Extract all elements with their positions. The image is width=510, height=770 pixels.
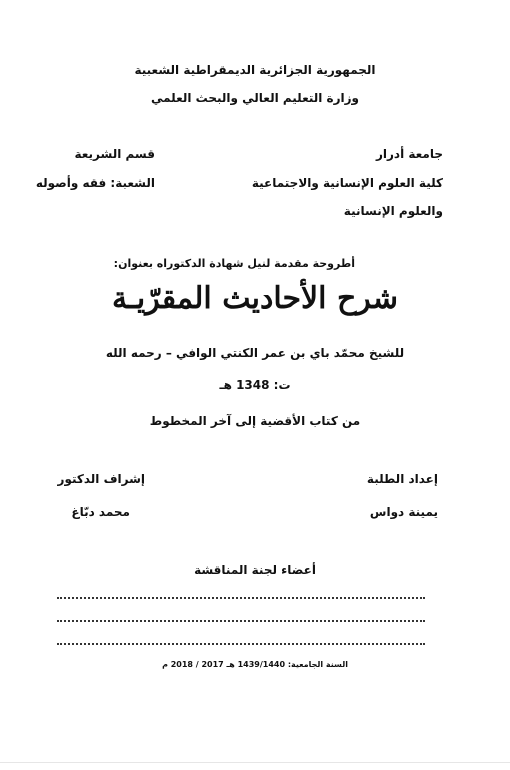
thesis-author: للشيخ محمّد باي بن عمر الكنتي الوافي – رحمه الله — [105, 346, 405, 360]
branch-name: الشعبة: فقه وأصوله — [35, 176, 155, 190]
student-name: يمينة دواس — [369, 505, 438, 519]
committee-member-line — [57, 597, 425, 599]
thesis-intro: أطروحة مقدمة لنيل شهادة الدكتوراه بعنوان: — [113, 257, 355, 270]
page-bottom-edge — [0, 762, 510, 763]
university-name: جامعة أدرار — [375, 147, 443, 161]
committee-member-line — [57, 620, 425, 622]
supervisor-label: إشراف الدكتور — [57, 472, 145, 486]
department-name: قسم الشريعة — [74, 147, 155, 161]
ministry-name: وزارة التعليم العالي والبحث العلمي — [150, 91, 360, 105]
thesis-scope: من كتاب الأقضية إلى آخر المخطوط — [149, 414, 361, 428]
prepared-by-label: إعداد الطلبة — [366, 472, 438, 486]
committee-member-line — [57, 643, 425, 645]
author-death-year: ت: 1348 هـ — [219, 378, 291, 392]
committee-title: أعضاء لجنة المناقشة — [194, 563, 316, 577]
academic-year: السنة الجامعية: 1439/1440 هـ 2017 / 2018 م — [162, 660, 348, 669]
republic-name: الجمهورية الجزائرية الديمقراطية الشعبية — [134, 63, 376, 77]
faculty-name-line1: كلية العلوم الإنسانية والاجتماعية — [251, 176, 443, 190]
faculty-name-line2: والعلوم الإنسانية — [343, 204, 443, 218]
supervisor-name: محمد دبّاغ — [71, 505, 130, 519]
thesis-title: شرح الأحاديث المقرّيـة — [111, 281, 398, 316]
